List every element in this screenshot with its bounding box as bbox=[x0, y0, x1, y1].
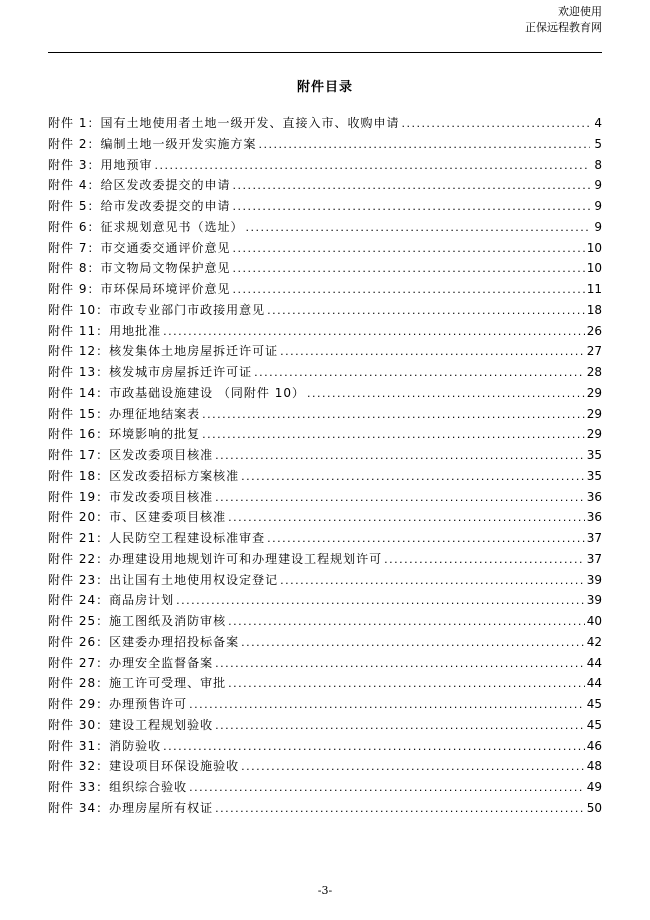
table-of-contents bbox=[48, 113, 602, 819]
toc-entry-label: 附件 16：环境影响的批复 bbox=[48, 427, 201, 442]
toc-entry-page: 28 bbox=[586, 365, 602, 379]
toc-entry-page: 37 bbox=[586, 551, 602, 566]
toc-dot-leader bbox=[232, 280, 584, 301]
toc-dot-leader bbox=[267, 529, 585, 550]
toc-entry[interactable] bbox=[48, 528, 602, 549]
toc-dot-leader bbox=[163, 322, 585, 343]
toc-entry[interactable] bbox=[48, 777, 602, 798]
toc-dot-leader bbox=[228, 612, 585, 633]
toc-entry-page: 36 bbox=[586, 489, 602, 504]
toc-entry-page: 29 bbox=[586, 427, 602, 442]
toc-entry[interactable] bbox=[48, 424, 602, 445]
toc-dot-leader bbox=[245, 218, 590, 239]
toc-entry-page: 10 bbox=[586, 240, 602, 255]
toc-dot-leader bbox=[232, 239, 584, 260]
toc-entry-label: 附件 30：建设工程规划验收 bbox=[48, 717, 214, 732]
toc-entry[interactable] bbox=[48, 549, 602, 570]
toc-entry[interactable] bbox=[48, 736, 602, 757]
toc-entry[interactable] bbox=[48, 175, 602, 196]
toc-entry[interactable] bbox=[48, 321, 602, 342]
toc-entry-label: 附件 22：办理建设用地规划许可和办理建设工程规划许可 bbox=[48, 551, 383, 566]
toc-entry-label: 附件 20：市、区建委项目核准 bbox=[48, 510, 227, 525]
toc-entry-page: 45 bbox=[586, 697, 602, 711]
page-number: -3- bbox=[317, 884, 333, 897]
toc-entry-page: 36 bbox=[586, 510, 602, 525]
toc-entry-label: 附件 17：区发改委项目核准 bbox=[48, 448, 214, 462]
toc-entry-label: 附件 19：市发改委项目核准 bbox=[48, 489, 214, 504]
toc-entry-label: 附件 26：区建委办理招投标备案 bbox=[48, 634, 240, 649]
toc-entry-label: 附件 3：用地预审 bbox=[48, 157, 153, 172]
toc-entry-page: 29 bbox=[586, 385, 602, 400]
toc-entry[interactable] bbox=[48, 279, 602, 300]
toc-entry-page: 27 bbox=[586, 344, 602, 359]
toc-entry-page: 42 bbox=[586, 634, 602, 649]
toc-dot-leader bbox=[154, 156, 590, 177]
toc-entry[interactable] bbox=[48, 445, 602, 466]
toc-dot-leader bbox=[189, 695, 585, 716]
toc-entry[interactable] bbox=[48, 570, 602, 591]
toc-entry-page: 11 bbox=[586, 282, 602, 296]
toc-dot-leader bbox=[189, 778, 585, 799]
toc-entry-page: 49 bbox=[586, 780, 602, 794]
toc-dot-leader bbox=[280, 571, 585, 592]
header-line-welcome: 欢迎使用 bbox=[558, 5, 602, 18]
toc-entry[interactable] bbox=[48, 341, 602, 362]
toc-entry-label: 附件 18：区发改委招标方案核准 bbox=[48, 468, 240, 483]
toc-entry-label: 附件 7：市交通委交通评价意见 bbox=[48, 240, 231, 255]
toc-entry-page: 35 bbox=[586, 448, 602, 462]
toc-entry-label: 附件 5：给市发改委提交的申请 bbox=[48, 199, 231, 213]
toc-entry-label: 附件 21：人民防空工程建设标准审查 bbox=[48, 531, 266, 545]
toc-dot-leader bbox=[228, 674, 585, 695]
toc-dot-leader bbox=[232, 197, 590, 218]
toc-entry[interactable] bbox=[48, 632, 602, 653]
toc-entry-page: 45 bbox=[586, 717, 602, 732]
toc-entry-label: 附件 23：出让国有土地使用权设定登记 bbox=[48, 572, 279, 587]
toc-entry-page: 37 bbox=[586, 531, 602, 545]
toc-entry-label: 附件 6：征求规划意见书（选址） bbox=[48, 219, 244, 234]
toc-entry-page: 44 bbox=[586, 676, 602, 691]
toc-entry-label: 附件 34：办理房屋所有权证 bbox=[48, 800, 214, 815]
toc-entry-label: 附件 12：核发集体土地房屋拆迁许可证 bbox=[48, 344, 279, 359]
toc-dot-leader bbox=[267, 301, 585, 322]
toc-entry-label: 附件 9：市环保局环境评价意见 bbox=[48, 282, 231, 296]
toc-dot-leader bbox=[215, 654, 585, 675]
toc-entry-page: 9 bbox=[594, 219, 602, 234]
document-title: 附件目录 bbox=[296, 80, 353, 95]
toc-entry[interactable] bbox=[48, 238, 602, 259]
toc-entry[interactable] bbox=[48, 694, 602, 715]
toc-entry[interactable] bbox=[48, 487, 602, 508]
toc-entry-label: 附件 15：办理征地结案表 bbox=[48, 406, 201, 421]
toc-entry-page: 44 bbox=[586, 655, 602, 670]
toc-entry[interactable] bbox=[48, 466, 602, 487]
toc-dot-leader bbox=[228, 508, 585, 529]
toc-entry-label: 附件 25：施工图纸及消防审核 bbox=[48, 614, 227, 628]
toc-entry-label: 附件 31：消防验收 bbox=[48, 738, 162, 753]
toc-entry-label: 附件 11：用地批准 bbox=[48, 323, 162, 338]
toc-entry[interactable] bbox=[48, 756, 602, 777]
toc-dot-leader bbox=[202, 425, 585, 446]
toc-entry-page: 40 bbox=[586, 614, 602, 628]
toc-dot-leader bbox=[176, 591, 585, 612]
toc-entry-page: 50 bbox=[586, 800, 602, 815]
toc-entry[interactable] bbox=[48, 507, 602, 528]
toc-dot-leader bbox=[254, 363, 585, 384]
toc-dot-leader bbox=[202, 405, 585, 426]
toc-dot-leader bbox=[215, 799, 585, 820]
toc-entry-page: 39 bbox=[586, 572, 602, 587]
toc-entry[interactable] bbox=[48, 258, 602, 279]
toc-dot-leader bbox=[232, 176, 590, 197]
toc-dot-leader bbox=[163, 737, 585, 758]
toc-entry[interactable] bbox=[48, 134, 602, 155]
toc-dot-leader bbox=[215, 446, 585, 467]
toc-entry-page: 48 bbox=[586, 759, 602, 774]
toc-entry-page: 18 bbox=[586, 302, 602, 317]
toc-entry-label: 附件 2：编制土地一级开发实施方案 bbox=[48, 136, 257, 151]
toc-entry-label: 附件 10：市政专业部门市政接用意见 bbox=[48, 302, 266, 317]
toc-entry-page: 10 bbox=[586, 261, 602, 276]
toc-entry-label: 附件 13：核发城市房屋拆迁许可证 bbox=[48, 365, 253, 379]
toc-entry[interactable] bbox=[48, 155, 602, 176]
toc-entry[interactable] bbox=[48, 113, 602, 134]
toc-dot-leader bbox=[280, 342, 585, 363]
toc-entry-page: 35 bbox=[586, 468, 602, 483]
toc-entry-page: 29 bbox=[586, 406, 602, 421]
toc-entry-label: 附件 33：组织综合验收 bbox=[48, 780, 188, 794]
toc-entry[interactable] bbox=[48, 653, 602, 674]
toc-entry-page: 46 bbox=[586, 738, 602, 753]
toc-dot-leader bbox=[401, 114, 590, 135]
toc-entry[interactable] bbox=[48, 715, 602, 736]
toc-dot-leader bbox=[258, 135, 590, 156]
toc-entry[interactable] bbox=[48, 611, 602, 632]
toc-entry-page: 4 bbox=[594, 116, 602, 130]
toc-entry[interactable] bbox=[48, 404, 602, 425]
toc-entry[interactable] bbox=[48, 362, 602, 383]
toc-entry-label: 附件 24：商品房计划 bbox=[48, 593, 175, 608]
toc-entry-label: 附件 29：办理预售许可 bbox=[48, 697, 188, 711]
toc-dot-leader bbox=[241, 633, 585, 654]
toc-entry-label: 附件 8：市文物局文物保护意见 bbox=[48, 261, 231, 276]
page-header bbox=[525, 4, 602, 36]
toc-entry[interactable] bbox=[48, 798, 602, 819]
toc-entry-label: 附件 1：国有土地使用者土地一级开发、直接入市、收购申请 bbox=[48, 116, 400, 130]
toc-dot-leader bbox=[241, 757, 585, 778]
toc-entry[interactable] bbox=[48, 300, 602, 321]
toc-entry-page: 9 bbox=[594, 178, 602, 193]
toc-dot-leader bbox=[232, 259, 584, 280]
toc-entry-page: 26 bbox=[586, 323, 602, 338]
toc-dot-leader bbox=[215, 716, 585, 737]
header-line-org: 正保远程教育网 bbox=[525, 21, 602, 34]
toc-entry-label: 附件 4：给区发改委提交的申请 bbox=[48, 178, 231, 193]
toc-entry-page: 5 bbox=[594, 136, 602, 151]
toc-entry-page: 39 bbox=[586, 593, 602, 608]
toc-entry-page: 8 bbox=[594, 157, 602, 172]
toc-entry-label: 附件 28：施工许可受理、审批 bbox=[48, 676, 227, 691]
toc-dot-leader bbox=[215, 488, 585, 509]
toc-dot-leader bbox=[241, 467, 585, 488]
toc-entry-label: 附件 27：办理安全监督备案 bbox=[48, 655, 214, 670]
toc-entry[interactable] bbox=[48, 673, 602, 694]
toc-entry[interactable] bbox=[48, 383, 602, 404]
toc-entry[interactable] bbox=[48, 590, 602, 611]
toc-dot-leader bbox=[307, 384, 585, 405]
toc-entry[interactable] bbox=[48, 196, 602, 217]
toc-dot-leader bbox=[384, 550, 585, 571]
toc-entry-label: 附件 32：建设项目环保设施验收 bbox=[48, 759, 240, 774]
header-divider bbox=[48, 52, 602, 53]
toc-entry[interactable] bbox=[48, 217, 602, 238]
toc-entry-label: 附件 14：市政基础设施建设 （同附件 10） bbox=[48, 385, 305, 400]
toc-entry-page: 9 bbox=[594, 199, 602, 213]
